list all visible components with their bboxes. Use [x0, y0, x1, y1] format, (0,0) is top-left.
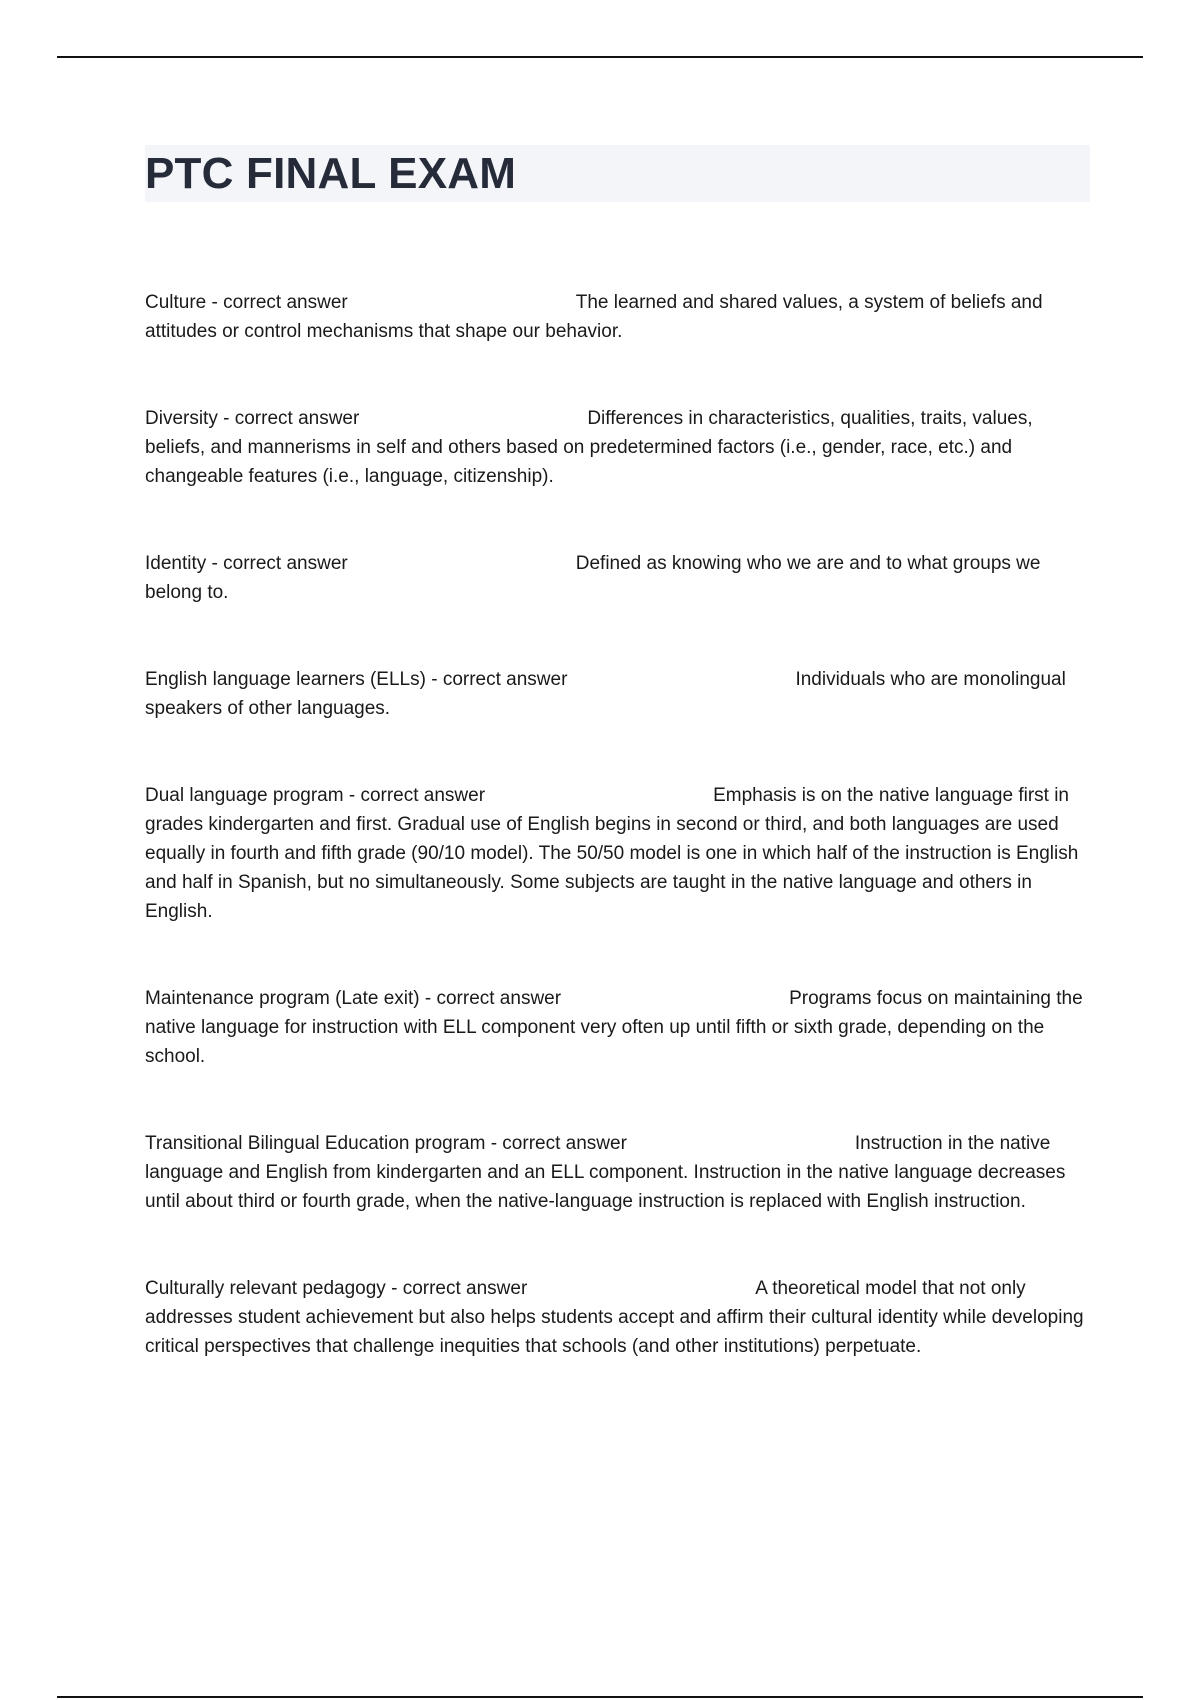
- flashcard-term: English language learners (ELLs) - correct answer: [145, 669, 568, 690]
- flashcard-list: [145, 288, 1095, 1419]
- flashcard-term: Culturally relevant pedagogy - correct answer: [145, 1278, 528, 1299]
- header-rule: [57, 56, 1143, 58]
- flashcard-item: [145, 781, 1095, 926]
- flashcard-item: [145, 665, 1095, 723]
- flashcard-item: [145, 288, 1095, 346]
- flashcard-term: Identity - correct answer: [145, 553, 348, 574]
- footer-rule: [57, 1696, 1143, 1698]
- flashcard-definition: Differences in characteristics, qualities, traits, values, beliefs, and mannerisms in self and others based on predetermined factors (i.e., gender, race, etc.) and changeable features (i.e., language, citizenship).: [145, 408, 1033, 487]
- document-title: PTC FINAL EXAM: [145, 149, 517, 198]
- flashcard-item: [145, 1274, 1095, 1361]
- flashcard-item: [145, 1129, 1095, 1216]
- flashcard-term: Diversity - correct answer: [145, 408, 360, 429]
- flashcard-item: [145, 404, 1095, 491]
- flashcard-definition: Defined as knowing who we are and to what groups we belong to.: [145, 553, 1041, 603]
- flashcard-definition: The learned and shared values, a system of beliefs and attitudes or control mechanisms that shape our behavior.: [145, 292, 1043, 342]
- flashcard-term: Dual language program - correct answer: [145, 785, 486, 806]
- flashcard-term: Transitional Bilingual Education program - correct answer: [145, 1133, 627, 1154]
- flashcard-item: [145, 984, 1095, 1071]
- flashcard-item: [145, 549, 1095, 607]
- flashcard-definition: A theoretical model that not only addresses student achievement but also helps students accept and affirm their cultural identity while developing critical perspectives that challenge inequities that schools (and other institutions) perpetuate.: [145, 1278, 1084, 1357]
- flashcard-definition: Emphasis is on the native language first in grades kindergarten and first. Gradual use of English begins in second or third, and both languages are used equally in fourth and fifth grade (90/10 model). The 50/50 model is one in which half of the instruction is English and half in Spanish, but no simultaneously. Some subjects are taught in the native language and others in English.: [145, 785, 1079, 922]
- flashcard-term: Maintenance program (Late exit) - correct answer: [145, 988, 562, 1009]
- flashcard-definition: Individuals who are monolingual speakers of other languages.: [145, 669, 1066, 719]
- flashcard-definition: Instruction in the native language and English from kindergarten and an ELL component. Instruction in the native language decreases until about third or fourth grade, when the native-language instruction is replaced with English instruction.: [145, 1133, 1066, 1212]
- flashcard-term: Culture - correct answer: [145, 292, 348, 313]
- flashcard-definition: Programs focus on maintaining the native language for instruction with ELL component very often up until fifth or sixth grade, depending on the school.: [145, 988, 1083, 1067]
